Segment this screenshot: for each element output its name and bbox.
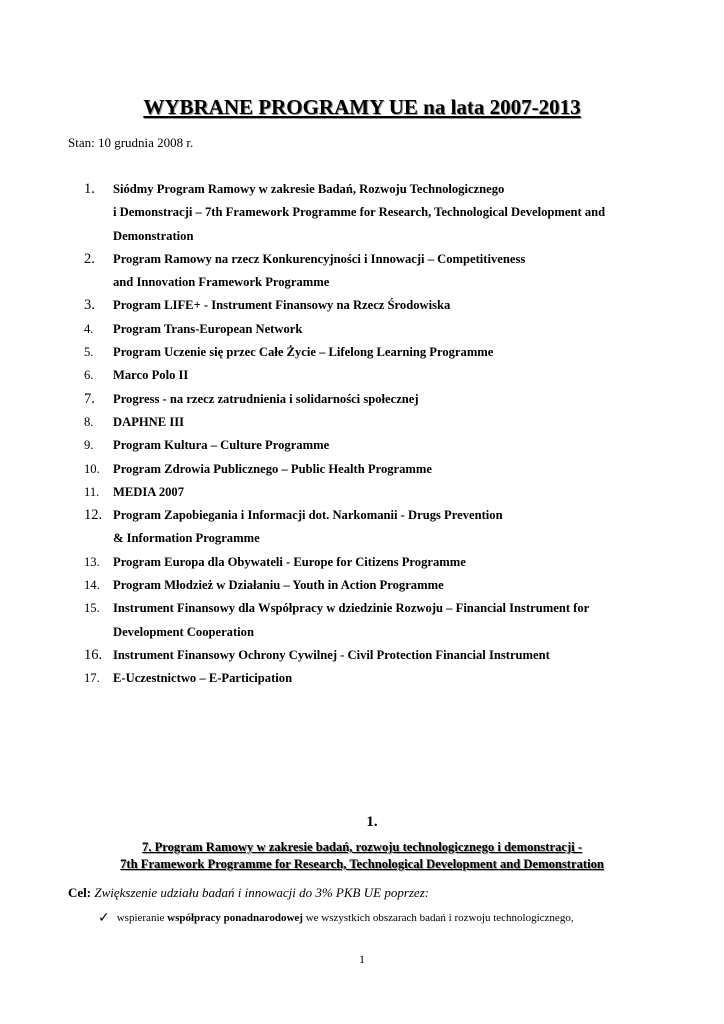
program-text-line: Siódmy Program Ramowy w zakresie Badań, Rozwoju Technologicznego <box>113 182 505 196</box>
program-text <box>113 574 656 597</box>
program-text <box>113 178 656 248</box>
program-text-line: and Innovation Framework Programme <box>113 275 330 290</box>
checkmark-icon: ✓ <box>98 910 110 926</box>
program-number: 15. <box>84 601 100 616</box>
program-item <box>84 364 656 387</box>
program-text-line: Development Cooperation <box>113 624 254 639</box>
program-item <box>84 458 656 481</box>
program-number: 4. <box>84 321 94 336</box>
program-text <box>113 667 656 690</box>
program-text-line: Program Ramowy na rzecz Konkurencyjności i Innowacji – Competitiveness <box>113 251 526 266</box>
document-title: WYBRANE PROGRAMY UE na lata 2007-2013 <box>143 95 581 119</box>
program-item <box>84 667 656 690</box>
program-text <box>113 458 656 481</box>
program-number: 3. <box>84 297 95 314</box>
program-text-line: Program Kultura – Culture Programme <box>113 438 330 453</box>
program-item <box>84 388 656 411</box>
program-text <box>113 434 656 457</box>
program-item <box>84 178 656 248</box>
section-number: 1. <box>366 814 378 830</box>
program-item <box>84 481 656 504</box>
program-text-line: Demonstration <box>113 228 194 243</box>
bullet-bold: współpracy ponadnarodowej <box>167 912 303 924</box>
goal-text: Zwiększenie udziału badań i innowacji do 3% PKB UE poprzez: <box>94 885 430 900</box>
program-item <box>84 434 656 457</box>
goal-statement <box>68 885 429 901</box>
program-text <box>113 481 656 504</box>
bullet-item <box>98 910 574 926</box>
program-list <box>84 178 656 691</box>
program-text-line: Program Trans-European Network <box>113 321 303 336</box>
program-text-line: Instrument Finansowy Ochrony Cywilnej - Civil Protection Financial Instrument <box>113 647 550 662</box>
program-text <box>113 411 656 434</box>
program-text-line: MEDIA 2007 <box>113 484 185 499</box>
program-text-line: Program LIFE+ - Instrument Finansowy na Rzecz Środowiska <box>113 298 451 313</box>
program-item <box>84 341 656 364</box>
program-item <box>84 294 656 317</box>
program-text <box>113 318 656 341</box>
program-item <box>84 504 656 551</box>
program-text-line: Instrument Finansowy dla Współpracy w dziedzinie Rozwoju – Financial Instrument for <box>113 601 590 616</box>
program-number: 11. <box>84 484 100 499</box>
program-text <box>113 504 656 551</box>
program-text-line: Progress - na rzecz zatrudnienia i solidarności społecznej <box>113 391 419 406</box>
program-text <box>113 597 656 644</box>
program-text-line: i Demonstracji – 7th Framework Programme for Research, Technological Development and <box>113 205 606 220</box>
program-number: 12. <box>84 507 103 524</box>
program-text <box>113 294 656 317</box>
program-text-line: Marco Polo II <box>113 368 189 383</box>
program-text <box>113 248 656 295</box>
program-number: 7. <box>84 390 95 407</box>
program-text-line: E-Uczestnictwo – E-Participation <box>113 671 293 686</box>
program-item <box>84 411 656 434</box>
program-number: 13. <box>84 554 100 569</box>
program-number: 10. <box>84 461 100 476</box>
program-number: 17. <box>84 671 100 686</box>
program-text-line: Program Uczenie się przec Całe Życie – Lifelong Learning Programme <box>113 345 494 360</box>
bullet-suffix: we wszystkich obszarach badań i rozwoju technologicznego, <box>302 912 574 924</box>
program-text <box>113 551 656 574</box>
section-title <box>0 839 724 873</box>
program-item <box>84 597 656 644</box>
program-text <box>113 388 656 411</box>
program-number: 6. <box>84 368 94 383</box>
program-item <box>84 318 656 341</box>
program-text-line: & Information Programme <box>113 531 260 546</box>
program-number: 16. <box>84 646 103 663</box>
bullet-prefix: wspieranie <box>116 912 168 924</box>
program-item <box>84 574 656 597</box>
program-number: 14. <box>84 578 100 593</box>
program-item <box>84 551 656 574</box>
program-number: 2. <box>84 250 95 267</box>
bullet-text <box>117 912 574 924</box>
program-item <box>84 644 656 667</box>
program-text <box>113 341 656 364</box>
goal-label: Cel: <box>68 885 92 900</box>
program-text-line: Program Zdrowia Publicznego – Public Health Programme <box>113 461 433 476</box>
status-date: Stan: 10 grudnia 2008 r. <box>68 135 194 150</box>
program-number: 1. <box>84 181 95 197</box>
program-text-line: Program Zapobiegania i Informacji dot. Narkomanii - Drugs Prevention <box>113 508 503 523</box>
section-title-line: 7th Framework Programme for Research, Technological Development and Demonstration <box>120 857 604 871</box>
program-text-line: DAPHNE III <box>113 414 185 429</box>
program-item <box>84 248 656 295</box>
program-number: 8. <box>84 414 94 429</box>
program-text <box>113 644 656 667</box>
page-number: 1 <box>359 952 365 966</box>
program-number: 9. <box>84 438 94 453</box>
program-text-line: Program Młodzież w Działaniu – Youth in Action Programme <box>113 578 444 593</box>
program-text <box>113 364 656 387</box>
section-title-line: 7. Program Ramowy w zakresie badań, rozwoju technologicznego i demonstracji - <box>141 840 583 854</box>
program-text-line: Program Europa dla Obywateli - Europe for Citizens Programme <box>113 554 466 569</box>
program-number: 5. <box>84 345 94 360</box>
